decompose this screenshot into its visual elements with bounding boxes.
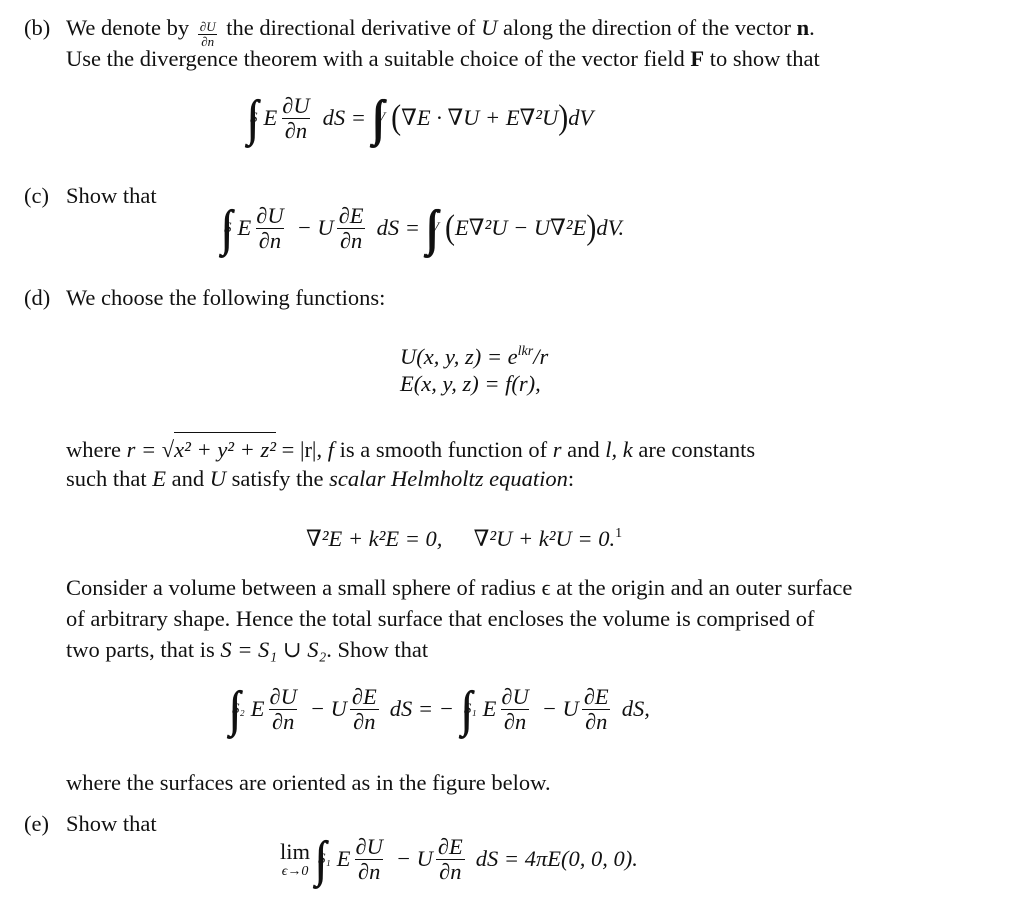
such-line: such that E and U satisfy the scalar Helmholtz equation:: [66, 466, 575, 491]
part-e-label: (e): [24, 811, 49, 836]
para-line3: two parts, that is S = S₁ ∪ S₂. Show that: [66, 637, 429, 662]
where-line: where r = √x² + y² + z² = |r|, f is a smooth function of r and l, k are constants: [66, 432, 755, 465]
part-b-equation: S E $\frac{\partial U}{\partial n}$ dS = V ( ∇E · ∇U + E∇²U ) dV: [250, 93, 594, 143]
part-c-label: (c): [24, 183, 49, 208]
part-b-line1: We denote by $\frac{\partial U}{\partial n}$ the directional derivative of U along the direction of the vector n.: [66, 15, 815, 49]
def-u: U(x, y, $z) = e^{lkr}/r$: [400, 344, 549, 369]
para-line2: of arbitrary shape. Hence the total surface that encloses the volume is comprised of: [66, 606, 815, 631]
fraction: $\frac{\partial E}{\partial n}$: [583, 684, 609, 734]
limit: lim ϵ→0: [280, 839, 311, 880]
fraction: $\frac{\partial E}{\partial n}$: [351, 684, 377, 734]
fraction: $\frac{\partial U}{\partial n}$: [501, 684, 529, 734]
part-c-equation: S E $\frac{\partial U}{\partial n}$ − U $\frac{\partial E}{\partial n}$ dS = V ( E∇²U − U∇²E ) dV.: [224, 203, 625, 253]
part-e-text: Show that: [66, 811, 157, 836]
du-dn-inline-fraction: $\frac{\partial U}{\partial n}$: [199, 19, 216, 49]
part-d-label: (d): [24, 285, 51, 310]
sqrt: √x² + y² + z²: [162, 437, 276, 462]
orientation-text: where the surfaces are oriented as in the figure below.: [66, 770, 551, 795]
helmholtz-equations: ∇²E + k²E = 0, ∇²U + k²U = 0.$^1$: [306, 526, 623, 551]
part-b-text: We denote by: [66, 15, 190, 40]
footnote-marker: 1: [615, 526, 623, 541]
fraction: $\frac{\partial E}{\partial n}$: [437, 834, 463, 884]
fraction: $\frac{\partial U}{\partial n}$: [256, 203, 284, 253]
para-line1: Consider a volume between a small sphere of radius ϵ at the origin and an outer surface: [66, 575, 853, 600]
part-c-text: Show that: [66, 183, 157, 208]
part-d-equation: S₂ E $\frac{\partial U}{\partial n}$ − U $\frac{\partial E}{\partial n}$ dS = − S₁ E $\frac{\partial U}{\partial n}$ − U $\frac{\partial E}{\partial n}$ dS,: [232, 684, 650, 734]
def-e: E(x, y, z) = f(r),: [400, 371, 541, 396]
fraction: $\frac{\partial E}{\partial n}$: [338, 203, 364, 253]
fraction: $\frac{\partial U}{\partial n}$: [282, 93, 310, 143]
part-b-label: (b): [24, 15, 51, 40]
part-e-equation: lim ϵ→0 S₁ E $\frac{\partial U}{\partial n}$ − U $\frac{\partial E}{\partial n}$ dS = 4πE(0, 0, 0).: [280, 834, 638, 884]
part-b-line2: Use the divergence theorem with a suitable choice of the vector field F to show that: [66, 46, 820, 71]
fraction: $\frac{\partial U}{\partial n}$: [355, 834, 383, 884]
part-d-text: We choose the following functions:: [66, 285, 386, 310]
fraction: $\frac{\partial U}{\partial n}$: [269, 684, 297, 734]
